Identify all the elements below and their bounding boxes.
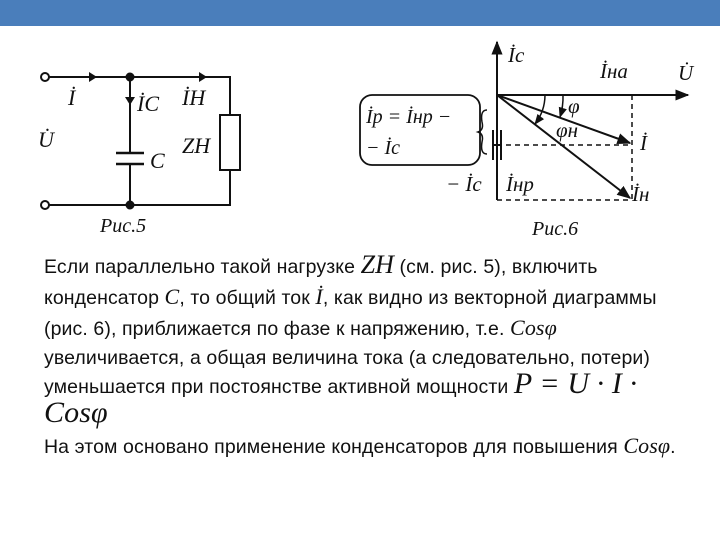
p1-text-d: , то общий ток <box>179 287 316 309</box>
box-line2: − İc <box>366 137 401 159</box>
label-u-axis: U̇ <box>678 61 694 85</box>
label-current-c: İC <box>137 91 159 116</box>
formula-cos-1: Cosφ <box>510 315 557 340</box>
paragraph-1 <box>44 250 684 431</box>
label-ina: İна <box>600 59 628 83</box>
arc-phi <box>560 95 563 117</box>
vector-labels <box>365 43 695 240</box>
p2-text-a: На этом основано применение конденсаторов для повышения <box>44 436 624 458</box>
p2-text-b: . <box>670 436 676 458</box>
label-impedance: ZH <box>182 133 211 158</box>
label-i-n: İн <box>632 182 650 206</box>
impedance-box <box>220 115 240 170</box>
terminal-bottom <box>41 201 49 209</box>
formula-c: C <box>164 284 180 309</box>
figures <box>0 26 720 250</box>
circuit-labels <box>38 85 211 237</box>
label-current-total: İ <box>68 85 76 110</box>
terminal-top <box>41 73 49 81</box>
label-inr: İнр <box>506 172 534 196</box>
top-accent-bar <box>0 0 720 26</box>
label-minus-ic: − İc <box>446 172 482 196</box>
junction-top <box>127 74 134 81</box>
label-i-total: İ <box>640 131 647 155</box>
p1-text-a: Если параллельно такой нагрузке <box>44 256 361 278</box>
label-voltage: U̇ <box>38 127 54 152</box>
formula-zh: ZH <box>360 250 394 279</box>
label-phi-n: φн <box>556 118 579 142</box>
fig6-caption: Рис.6 <box>532 218 579 240</box>
label-ic-axis: İc <box>508 43 525 67</box>
arrow-ic <box>125 97 135 105</box>
label-phi: φ <box>568 94 580 118</box>
fig5-caption: Рис.5 <box>100 215 147 237</box>
arrow-ih <box>199 72 207 82</box>
p1-text-f: увеличивается, а общая величина тока (а следовательно, потери) уменьшается при постоянстве активной мощности <box>44 347 651 398</box>
formula-i: İ <box>315 284 323 309</box>
arrow-i <box>89 72 97 82</box>
paragraph-2 <box>44 431 684 462</box>
body-text <box>44 250 684 462</box>
label-capacitor: C <box>150 148 165 173</box>
p1-text-b: (см. рис. 5), включить конденсатор <box>44 256 598 309</box>
formula-cos-2: Cosφ <box>623 433 671 458</box>
box-line1: İр = İнр − <box>366 106 452 128</box>
formula-power: P = U · I · Cosφ <box>44 367 638 429</box>
p1-text-e: , как видно из векторной диаграммы (рис. 6), приближается по фазе к напряжению, т.е. <box>44 287 657 340</box>
junction-bottom <box>127 202 134 209</box>
bottom-wire <box>49 170 230 205</box>
label-current-h: İH <box>182 85 206 110</box>
